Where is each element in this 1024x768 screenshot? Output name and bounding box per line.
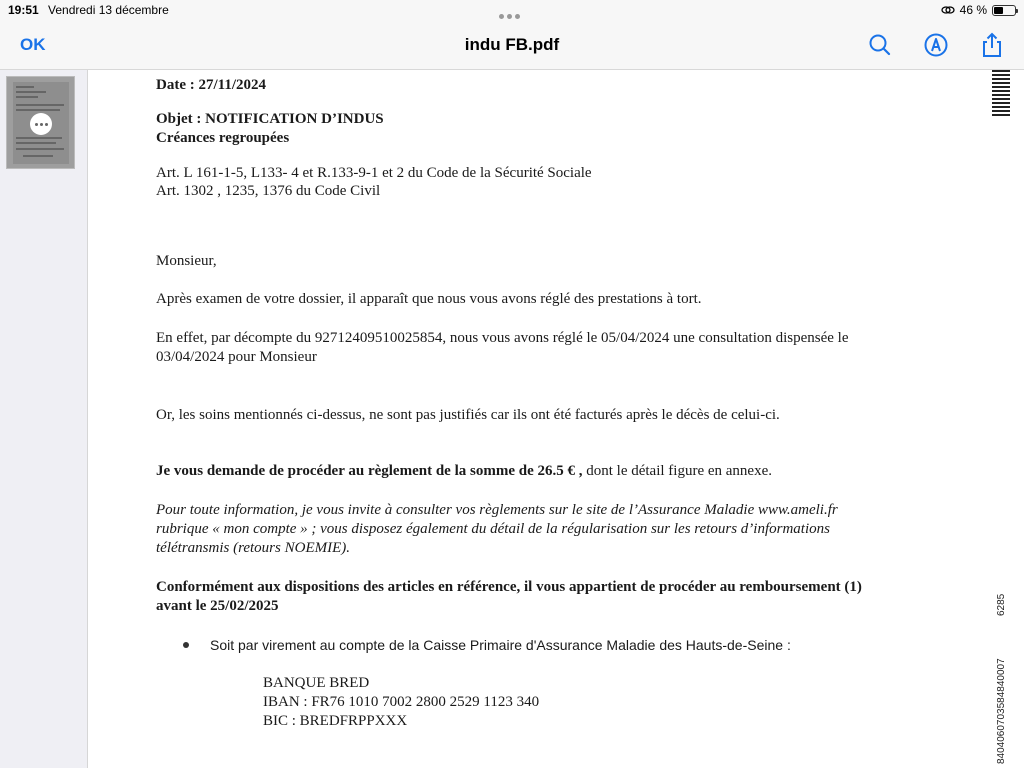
status-time: 19:51 bbox=[8, 3, 39, 17]
bank-name: BANQUE BRED bbox=[263, 675, 370, 691]
paragraph-1: Après examen de votre dossier, il apparaît que nous vous avons réglé des prestations à tort. bbox=[156, 291, 702, 307]
law-reference-1: Art. L 161-1-5, L133- 4 et R.133-9-1 et 2 du Code de la Sécurité Sociale bbox=[156, 165, 592, 181]
page-thumbnail[interactable] bbox=[6, 76, 75, 169]
payment-demand-bold: Je vous demande de procéder au règlement de la somme de 26.5 € , bbox=[156, 463, 583, 479]
ok-button[interactable]: OK bbox=[20, 35, 46, 54]
status-bar bbox=[0, 0, 1024, 22]
status-date: Vendredi 13 décembre bbox=[48, 3, 169, 17]
date-line: Date : 27/11/2024 bbox=[156, 77, 266, 93]
law-reference-2: Art. 1302 , 1235, 1376 du Code Civil bbox=[156, 183, 381, 199]
search-icon[interactable] bbox=[866, 31, 894, 59]
side-code-1: 6285 bbox=[996, 593, 1007, 616]
paragraph-2-line-2: 03/04/2024 pour Monsieur bbox=[156, 349, 317, 365]
paragraph-2-line-1: En effet, par décompte du 92712409510025854, nous vous avons réglé le 05/04/2024 une consultation dispensée le bbox=[156, 330, 849, 346]
object-line: Objet : NOTIFICATION D’INDUS bbox=[156, 111, 384, 127]
document-title: indu FB.pdf bbox=[464, 35, 560, 54]
conformity-line-2: avant le 25/02/2025 bbox=[156, 598, 279, 614]
status-right bbox=[941, 3, 1016, 17]
side-code-2: 8404060703584840007 bbox=[996, 658, 1007, 764]
payment-method-bullet: Soit par virement au compte de la Caisse Primaire d'Assurance Maladie des Hauts-de-Seine : bbox=[210, 637, 791, 653]
payment-demand bbox=[156, 463, 772, 480]
salutation: Monsieur, bbox=[156, 253, 217, 269]
payment-demand-rest: dont le détail figure en annexe. bbox=[582, 463, 772, 479]
iban: IBAN : FR76 1010 7002 2800 2529 1123 340 bbox=[263, 694, 540, 710]
info-line-3: télétransmis (retours NOEMIE). bbox=[156, 540, 351, 556]
barcode-icon bbox=[992, 70, 1014, 120]
bic: BIC : BREDFRPPXXX bbox=[263, 713, 408, 729]
bullet-icon bbox=[183, 642, 189, 648]
subject-line: Créances regroupées bbox=[156, 130, 290, 146]
conformity-line-1: Conformément aux dispositions des articles en référence, il vous appartient de procéder au remboursement (1) bbox=[156, 579, 862, 595]
info-line-2: rubrique « mon compte » ; vous disposez également du détail de la régularisation sur les retours d’informations bbox=[156, 521, 830, 537]
paragraph-3: Or, les soins mentionnés ci-dessus, ne sont pas justifiés car ils ont été facturés après le décès de celui-ci. bbox=[156, 407, 780, 423]
share-icon[interactable] bbox=[978, 31, 1006, 59]
navigation-bar bbox=[0, 22, 1024, 70]
battery-icon bbox=[992, 5, 1016, 16]
markup-icon[interactable] bbox=[922, 31, 950, 59]
battery-percent: 46 % bbox=[959, 3, 987, 17]
info-line-1: Pour toute information, je vous invite à consulter vos règlements sur le site de l’Assurance Maladie www.ameli.fr bbox=[156, 502, 838, 518]
multitasking-dots-icon[interactable] bbox=[499, 8, 525, 14]
thumbnail-sidebar bbox=[0, 70, 88, 768]
screen-mirroring-icon bbox=[941, 5, 955, 15]
more-options-icon[interactable] bbox=[30, 113, 52, 135]
pdf-page bbox=[88, 70, 1024, 768]
